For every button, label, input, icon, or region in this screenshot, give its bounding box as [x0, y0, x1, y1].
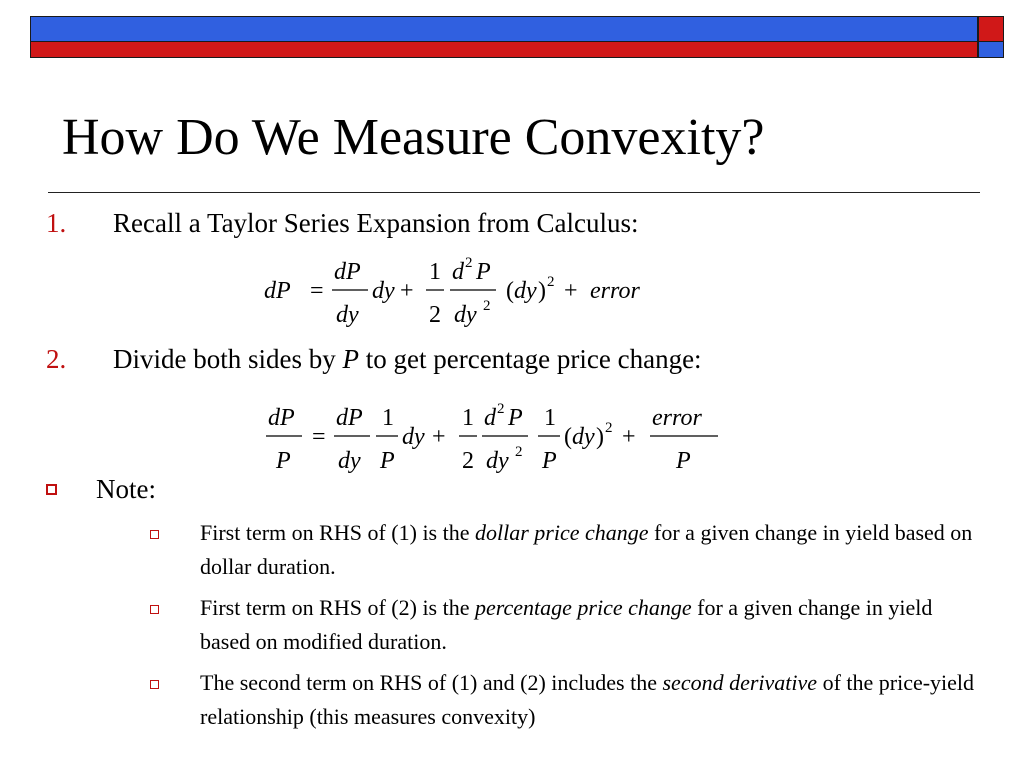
step-2-text-italic: P — [342, 344, 359, 374]
eq2-plus: + — [432, 424, 446, 450]
eq2-half-den: 2 — [462, 448, 474, 474]
eq1-dy: dy — [372, 278, 395, 304]
eq2-frac1-num: dP — [336, 405, 363, 431]
percentage-change-equation — [262, 398, 732, 478]
eq2-dy2-sup: 2 — [515, 444, 523, 460]
eq2-error-den: P — [676, 448, 691, 474]
eq1-equals: = — [310, 278, 324, 304]
note-item-2-italic: percentage price change — [475, 595, 692, 620]
top-bar-red — [30, 42, 978, 58]
step-2-number: 2. — [46, 344, 67, 374]
eq2-dy: dy — [402, 424, 425, 450]
eq2-plus2: + — [622, 424, 636, 450]
note-item-1 — [200, 516, 980, 584]
step-2-text — [113, 344, 702, 375]
note-item-2-before: First term on RHS of (2) is the — [200, 595, 475, 620]
eq2-one-den: P — [380, 448, 395, 474]
eq1-paren-close: ) — [538, 278, 546, 304]
eq2-paren-dy: dy — [572, 424, 595, 450]
note-item-2 — [200, 591, 980, 659]
eq2-d2-P: P — [508, 405, 523, 431]
note-item-3 — [200, 666, 980, 734]
eq1-dy2-den: dy — [454, 302, 477, 328]
eq2-half-num: 1 — [462, 405, 474, 431]
eq1-d2-d: d — [452, 259, 464, 285]
note-item-1-italic: dollar price change — [475, 520, 649, 545]
eq2-paren-open: ( — [564, 424, 572, 450]
eq1-half-num: 1 — [429, 259, 441, 285]
eq1-d2-sup: 2 — [465, 255, 473, 271]
eq1-paren-sup: 2 — [547, 274, 555, 290]
step-1-text: Recall a Taylor Series Expansion from Calculus: — [113, 208, 639, 238]
eq2-one2-num: 1 — [544, 405, 556, 431]
taylor-expansion-equation — [262, 252, 682, 332]
eq1-d2-P: P — [476, 259, 491, 285]
note-item-3-before: The second term on RHS of (1) and (2) includes the — [200, 670, 663, 695]
note-item-2-after: for a given change in yield based on modified duration. — [200, 595, 933, 654]
eq1-lhs: dP — [264, 278, 291, 304]
eq1-frac1-num: dP — [334, 259, 361, 285]
sub-bullet-3 — [150, 680, 159, 689]
eq2-lhs-den: P — [276, 448, 291, 474]
eq2-lhs-num: dP — [268, 405, 295, 431]
eq1-error: error — [590, 278, 640, 304]
note-item-1-after: for a given change in yield based on dollar duration. — [200, 520, 973, 579]
eq2-d2-d: d — [484, 405, 496, 431]
sub-bullet-2 — [150, 605, 159, 614]
note-item-3-italic: second derivative — [662, 670, 818, 695]
step-1-number: 1. — [46, 208, 67, 238]
eq2-dy2-den: dy — [486, 448, 509, 474]
note-item-3-after: of the price-yield relationship (this measures convexity) — [200, 670, 975, 729]
slide-title: How Do We Measure Convexity? — [62, 109, 765, 166]
eq2-error-num: error — [652, 405, 702, 431]
eq1-paren-open: ( — [506, 278, 514, 304]
step-2-text-after: to get percentage price change: — [359, 344, 702, 374]
note-label: Note: — [96, 474, 156, 504]
title-divider — [48, 192, 980, 193]
eq1-paren-dy: dy — [514, 278, 537, 304]
eq2-equals: = — [312, 424, 326, 450]
sub-bullet-1 — [150, 530, 159, 539]
eq1-plus: + — [400, 278, 414, 304]
note-item-1-before: First term on RHS of (1) is the — [200, 520, 475, 545]
eq2-one2-den: P — [542, 448, 557, 474]
eq1-half-den: 2 — [429, 302, 441, 328]
corner-square-red — [978, 16, 1004, 42]
eq2-d2-sup: 2 — [497, 401, 505, 417]
step-2-text-before: Divide both sides by — [113, 344, 343, 374]
eq1-frac1-den: dy — [336, 302, 359, 328]
eq2-one-num: 1 — [382, 405, 394, 431]
eq2-frac1-den: dy — [338, 448, 361, 474]
note-bullet — [46, 484, 57, 495]
eq1-plus2: + — [564, 278, 578, 304]
top-bar-blue — [30, 16, 978, 42]
eq2-paren-close: ) — [596, 424, 604, 450]
eq2-paren-sup: 2 — [605, 420, 613, 436]
corner-square-blue — [978, 42, 1004, 58]
eq1-dy2-sup: 2 — [483, 298, 491, 314]
